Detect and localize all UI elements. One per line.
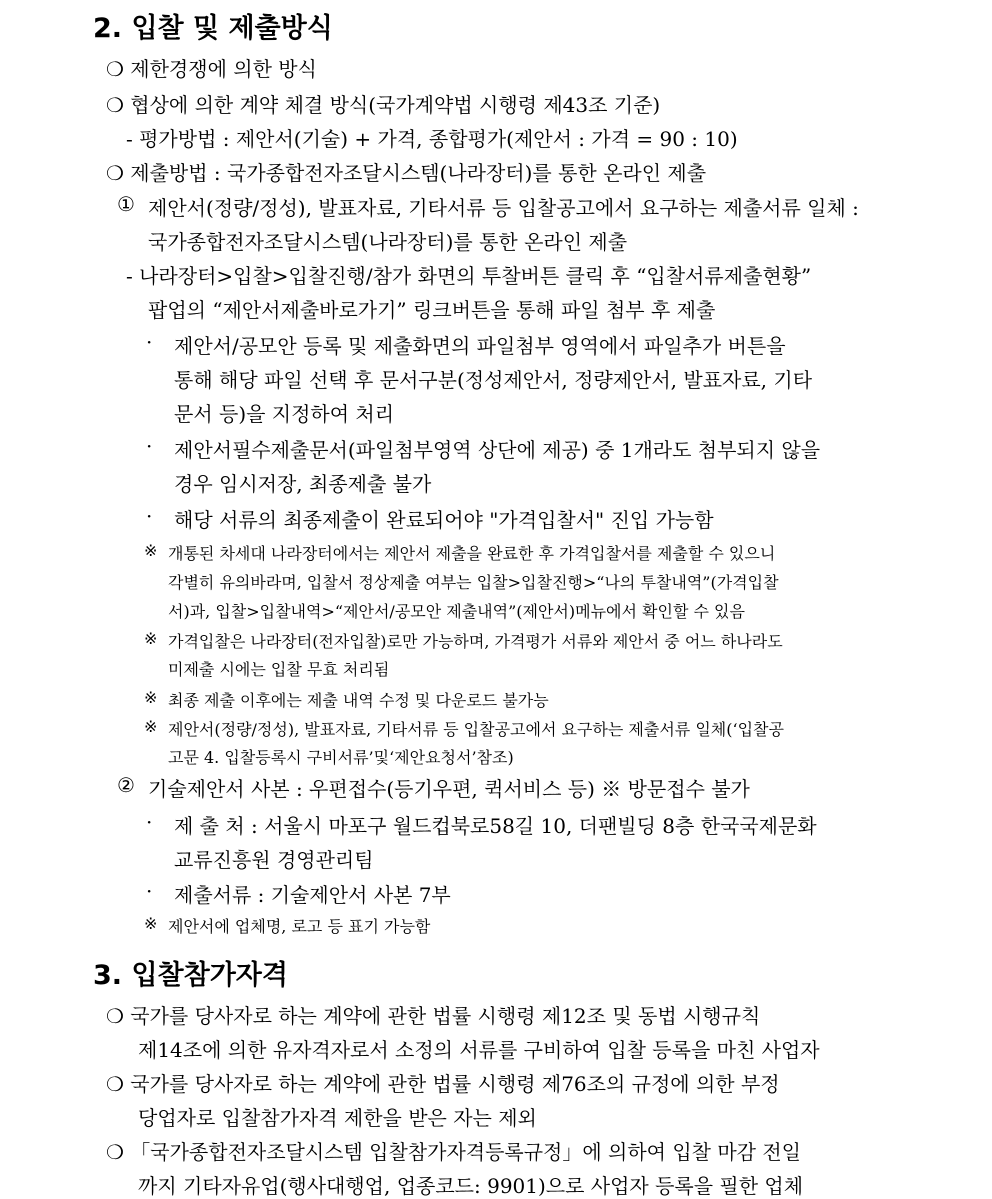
note-line: 고문 4. 입찰등록시 구비서류’및‘제안요청서’참조) [168, 748, 514, 767]
item1-dash-line1: - 나라장터>입찰>입찰진행/참가 화면의 투찰버튼 클릭 후 “입찰서류제출현황” [126, 264, 812, 288]
list-item: ❍ 협상에 의한 계약 체결 방식(국가계약법 시행령 제43조 기준) [106, 93, 661, 117]
bullet-marker: · [146, 330, 153, 354]
circled-number-1: ① [117, 192, 135, 216]
section-3-heading: 3. 입찰참가자격 [93, 960, 288, 991]
bullet-line: 문서 등)을 지정하여 처리 [174, 402, 395, 426]
list-item: ❍ 국가를 당사자로 하는 계약에 관한 법률 시행령 제12조 및 동법 시행규칙 [106, 1004, 761, 1028]
note-line: 최종 제출 이후에는 제출 내역 수정 및 다운로드 불가능 [168, 691, 549, 710]
bullet-line: 제안서필수제출문서(파일첨부영역 상단에 제공) 중 1개라도 첨부되지 않을 [174, 438, 821, 462]
list-item: - 평가방법 : 제안서(기술) + 가격, 종합평가(제안서 : 가격 = 90 : 10) [126, 127, 738, 151]
bullet-line: 통해 해당 파일 선택 후 문서구분(정성제안서, 정량제안서, 발표자료, 기타 [174, 368, 813, 392]
bullet-line: 제출서류 : 기술제안서 사본 7부 [174, 883, 451, 907]
bullet-line: 경우 임시저장, 최종제출 불가 [174, 472, 432, 496]
bullet-marker: · [146, 879, 153, 903]
section-2-heading: 2. 입찰 및 제출방식 [93, 13, 333, 44]
list-item-continuation: 당업자로 입찰참가자격 제한을 받은 자는 제외 [138, 1106, 537, 1130]
item1-line1: 제안서(정량/정성), 발표자료, 기타서류 등 입찰공고에서 요구하는 제출서류 일체 : [148, 196, 859, 220]
bullet-line: 제안서/공모안 등록 및 제출화면의 파일첨부 영역에서 파일추가 버튼을 [174, 334, 786, 358]
list-item: ❍ 「국가종합전자조달시스템 입찰참가자격등록규정」에 의하여 입찰 마감 전일 [106, 1140, 801, 1164]
item2-line1: 기술제안서 사본 : 우편접수(등기우편, 퀵서비스 등) ※ 방문접수 불가 [148, 777, 750, 801]
bullet-marker: · [146, 434, 153, 458]
bullet-line: 제 출 처 : 서울시 마포구 월드컵북로58길 10, 더팬빌딩 8층 한국국제문화 [174, 814, 817, 838]
list-item: ❍ 제한경쟁에 의한 방식 [106, 57, 317, 81]
note-marker: ※ [144, 688, 158, 707]
note-line: 미제출 시에는 입찰 무효 처리됨 [168, 660, 390, 679]
note-marker: ※ [144, 717, 158, 736]
list-item: ❍ 제출방법 : 국가종합전자조달시스템(나라장터)를 통한 온라인 제출 [106, 161, 707, 185]
circled-number-2: ② [117, 773, 135, 797]
note-line: 각별히 유의바라며, 입찰서 정상제출 여부는 입찰>입찰진행>“나의 투찰내역”(가격입찰 [168, 573, 779, 592]
note-marker: ※ [144, 914, 158, 933]
bullet-marker: · [146, 810, 153, 834]
list-item-continuation: 까지 기타자유업(행사대행업, 업종코드: 9901)으로 사업자 등록을 필한 업체 [138, 1174, 804, 1198]
list-item-continuation: 제14조에 의한 유자격자로서 소정의 서류를 구비하여 입찰 등록을 마친 사업자 [138, 1038, 820, 1062]
item1-line2: 국가종합전자조달시스템(나라장터)를 통한 온라인 제출 [148, 230, 628, 254]
item1-dash-line2: 팝업의 “제안서제출바로가기” 링크버튼을 통해 파일 첨부 후 제출 [148, 298, 716, 322]
note-line: 개통된 차세대 나라장터에서는 제안서 제출을 완료한 후 가격입찰서를 제출할 수 있으니 [168, 544, 776, 563]
note-line: 제안서(정량/정성), 발표자료, 기타서류 등 입찰공고에서 요구하는 제출서류 일체(‘입찰공 [168, 720, 784, 739]
note-line: 가격입찰은 나라장터(전자입찰)로만 가능하며, 가격평가 서류와 제안서 중 어느 하나라도 [168, 632, 783, 651]
note-marker: ※ [144, 541, 158, 560]
bullet-marker: · [146, 504, 153, 528]
bullet-line: 교류진흥원 경영관리팀 [174, 848, 374, 872]
note-line: 서)과, 입찰>입찰내역>“제안서/공모안 제출내역”(제안서)메뉴에서 확인할 수 있음 [168, 602, 745, 621]
bullet-line: 해당 서류의 최종제출이 완료되어야 "가격입찰서" 진입 가능함 [174, 508, 714, 532]
list-item: ❍ 국가를 당사자로 하는 계약에 관한 법률 시행령 제76조의 규정에 의한 부정 [106, 1072, 780, 1096]
note-marker: ※ [144, 629, 158, 648]
note-line: 제안서에 업체명, 로고 등 표기 가능함 [168, 917, 431, 936]
